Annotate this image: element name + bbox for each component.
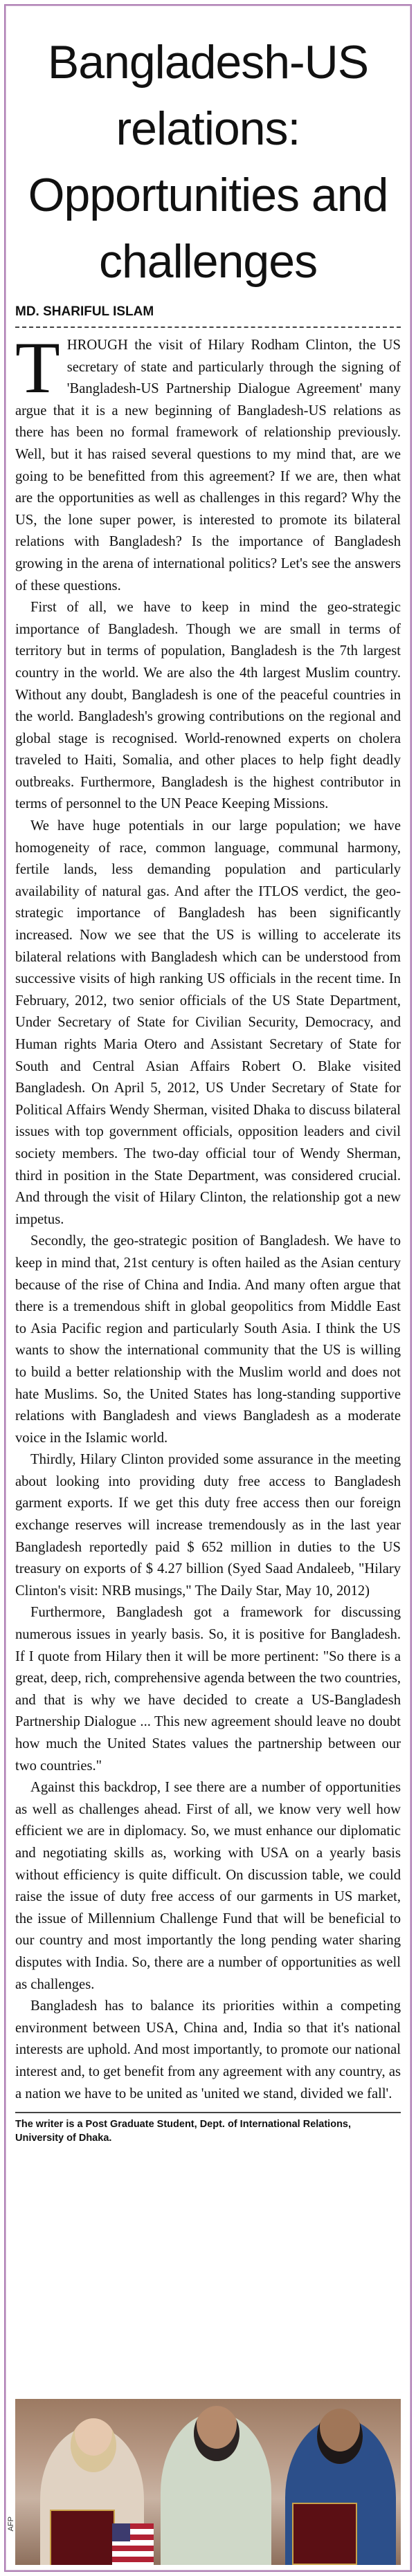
article-frame [4,4,412,2572]
paragraph: Furthermore, Bangladesh got a framework for discussing numerous issues in yearly basis. So, it is positive for Bangladesh. If I quote from Hilary then it will be more pertinent: "So there is a great, deep, rich, comprehensive agenda between the two countries, and that is why we have decided to create a US-Bangladesh Partnership Dialogue ... This new agreement should leave no doubt how much the United States values the partnership between our two countries." [15,1605,401,1774]
agreement-folder-right [292,2503,357,2565]
head-center [194,2406,239,2461]
article-body [15,327,401,2105]
article-photo [15,2399,401,2565]
paragraph: We have huge potentials in our large population; we have homogeneity of race, common language, communal harmony, fertile lands, less demanding population and particularly availability of natural gas. And after the ITLOS verdict, the geo-strategic importance of Bangladesh has been significantly increased. Now we see that the US is willing to accelerate its bilateral relations with Bangladesh which can be understood from successive visits of high ranking US officials in the recent time. In February, 2012, two senior officials of the US State Department, Under Secretary of State for Civilian Security, Democracy, and Human rights Maria Otero and Assistant Secretary of State for South and Central Asian Affairs Robert O. Blake visited Bangladesh. On April 5, 2012, US Under Secretary of State for Political Affairs Wendy Sherman, visited Dhaka to discuss bilateral issues with top government officials, opposition leaders and civil society members. The two-day official tour of Wendy Sherman, third in position in the State Department, was considered crucial. And through the visit of Hilary Clinton, the relationship got a new impetus. [15,818,401,1227]
head-right [317,2409,363,2464]
footnote-divider [15,2112,401,2113]
paragraph: Bangladesh has to balance its priorities within a competing environment between USA, China and, India so that it's national interests are uphold. And most importantly, to promote our national interest and, to get benefit from any agreement with any country, as a nation we have to be united as 'united we stand, divided we fall'. [15,1998,401,2101]
photo-credit: AFP [7,2517,15,2532]
paragraph: Secondly, the geo-strategic position of Bangladesh. We have to keep in mind that, 21st century is often hailed as the Asian century because of the rise of China and India. And many often argue that there is a tremendous shift in global geopolitics from Middle East to Asia Pacific region and particularly South Asia. I think the US wants to show the international community that the US is willing to build a better relationship with the Muslim world and does not hate Muslims. So, the United States has long-standing supportive relations with Bangladesh and views Bangladesh as a moderate voice in the Islamic world. [15,1233,401,1446]
paragraph: THROUGH the visit of Hilary Rodham Clinton, the US secretary of state and particularly through the signing of 'Bangladesh-US Partnership Dialogue Agreement' many argue that it is a new beginning of Bangladesh-US relations as there has been no formal framework of relationship previously. Well, but it has raised several questions to my mind that, are we going to be benefitted from this agreement? If we are, then what are the opportunities as well as challenges in this regard? Why the US, the lone super power, is interested to promote its bilateral relations with Bangladesh? Is the importance of Bangladesh growing in the arena of international politics? Let's see the answers of these questions. [15,327,401,594]
drop-cap: T [15,327,60,408]
dashed-divider [15,326,401,328]
article [7,6,401,2570]
author-footnote: The writer is a Post Graduate Student, Dept. of International Relations, University of Dhaka. [15,2119,352,2144]
head-left [71,2418,116,2472]
us-flag [112,2523,154,2565]
paragraph: Against this backdrop, I see there are a number of opportunities as well as challenges ahead. First of all, we know very well how efficient we are in diplomacy. So, we must enhance our diplomatic and negotiating skills as, working with USA on a yearly basis without efficiency is quite difficult. On discussion table, we could raise the issue of duty free access of our garments in US market, the issue of Millennium Challenge Fund that will be beneficial to our country and most importantly the long pending water sharing disputes with India. So, there are a number of opportunities as well as challenges. [15,1780,401,1992]
paragraph: Thirdly, Hilary Clinton provided some assurance in the meeting about looking into providing duty free access to Bangladesh garment exports. If we get this duty free access then our foreign exchange reserves will increase tremendously as in the last year Bangladesh reportedly paid $ 652 million in duties to the US treasury on exports of $ 4.27 billion (Syed Saad Andaleeb, "Hilary Clinton's visit: NRB musings," The Daily Star, May 10, 2012) [15,1452,401,1599]
byline: MD. SHARIFUL ISLAM [15,304,154,319]
headline: Bangladesh-US relations: Opportunities and challenges [28,36,388,288]
agreement-folder-left [50,2510,115,2565]
paragraph: First of all, we have to keep in mind the geo-strategic importance of Bangladesh. Though we are small in terms of territory but in terms of population, Bangladesh is the 7th largest country in the world. We are also the 4th largest Muslim country. Without any doubt, Bangladesh is one of the peaceful countries in the world. Bangladesh's growing contributions on the regional and global stage is recognised. World-renowned experts on cholera traveled to Haiti, Somalia, and other places to help fight deadly outbreaks. Furthermore, Bangladesh is the highest contributor in terms of personnel to the UN Peace Keeping Missions. [15,600,401,812]
